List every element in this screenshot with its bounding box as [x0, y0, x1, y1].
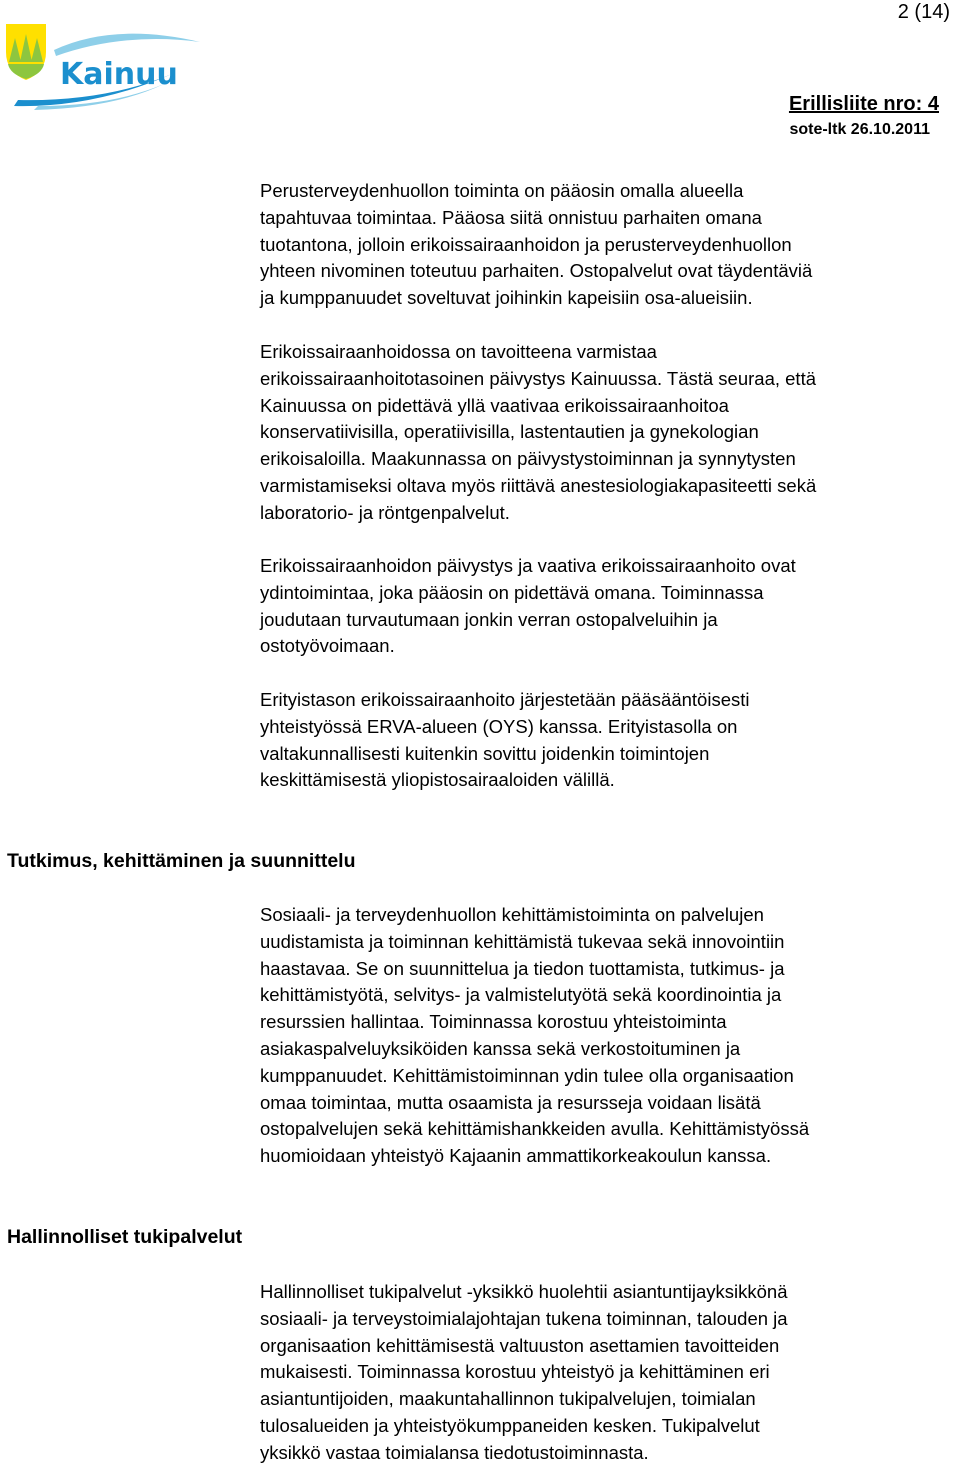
- page-number: 2 (14): [897, 1, 950, 23]
- attachment-date: sote-ltk 26.10.2011: [789, 121, 930, 138]
- intro-paragraph: Erikoissairaanhoidon päivystys ja vaativa erikoissairaanhoito ovat ydintoimintaa, joka pääosin on pidettävä omana. Toiminnassa joudutaan turvautumaan jonkin verran ostopalveluihin ja ostotyövoimaan.: [260, 555, 796, 657]
- intro-paragraph: Perusterveydenhuollon toiminta on pääosin omalla alueella tapahtuvaa toimintaa. Pääosa siitä onnistuu parhaiten omana tuotantona, jolloin erikoissairaanhoidon ja perusterveydenhuollon yhteen nivominen toteutuu parhaiten. Ostopalvelut ovat täydentäviä ja kumppanuudet soveltuvat joihinkin kapeisiin osa-alueisiin.: [260, 180, 813, 309]
- section-heading-research: Tutkimus, kehittäminen ja suunnittelu: [7, 850, 356, 872]
- intro-paragraph: Erityistason erikoissairaanhoito järjestetään pääsääntöisesti yhteistyössä ERVA-alueen (OYS) kanssa. Erityistasolla on valtakunnallisesti kuitenkin sovittu joidenkin toimintojen keskittämisestä yliopistosairaaloiden välillä.: [260, 689, 750, 791]
- kainuu-logo-graphic: [4, 22, 204, 112]
- section-body-research: Sosiaali- ja terveydenhuollon kehittämistoiminta on palvelujen uudistamista ja toiminnan kehittämistä tukevaa sekä innovointiin haastavaa. Se on suunnittelua ja tiedon tuottamista, tutkimus- ja kehittämistyötä, selvitys- ja valmistelutyötä sekä koordinointia ja resurssien hallintaa. Toiminnassa korostuu yhteistoiminta asiakaspalveluyksiköiden kanssa sekä verkostoituminen ja kumppanuudet. Kehittämistoiminnan ydin tulee olla organisaation omaa toimintaa, mutta osaamista ja resursseja voidaan lisätä ostopalvelujen sekä kehittämishankkeiden avulla. Kehittämistyössä huomioidaan yhteistyö Kajaanin ammattikorkeakoulun kanssa.: [260, 904, 810, 1167]
- intro-paragraph: Erikoissairaanhoidossa on tavoitteena varmistaa erikoissairaanhoitotasoinen päivystys Kainuussa. Tästä seuraa, että Kainuussa on pidettävä yllä vaativaa erikoissairaanhoitoa konservatiivisilla, operatiivisilla, lastentautien ja gynekologian erikoisaloilla. Maakunnassa on päivystystoiminnan ja synnytysten varmistamiseksi oltava myös riittävä anestesiologiakapasiteetti sekä laboratorio- ja röntgenpalvelut.: [260, 341, 817, 523]
- section-body-admin-support: Hallinnolliset tukipalvelut -yksikkö huolehtii asiantuntijayksikkönä sosiaali- ja terveystoimialajohtajan tukena toiminnan, talouden ja organisaation kehittämisestä valtuuston asettamien tavoitteiden mukaisesti. Toiminnassa korostuu yhteistyö ja kehittäminen eri asiantuntijoiden, maakuntahallinnon tukipalvelujen, toimialan tulosalueiden ja yhteistyökumppaneiden kesken. Tukipalvelut yksikkö vastaa toimialansa tiedotustoiminnasta.: [260, 1281, 788, 1463]
- upper-wave-icon: [54, 34, 200, 56]
- section-heading-admin-support: Hallinnolliset tukipalvelut: [7, 1226, 243, 1248]
- logo-wordmark: Kainuu: [60, 57, 178, 92]
- kainuu-logo: [4, 22, 204, 112]
- shield-base-icon: [8, 64, 44, 79]
- attachment-title: Erillisliite nro: 4: [788, 93, 939, 115]
